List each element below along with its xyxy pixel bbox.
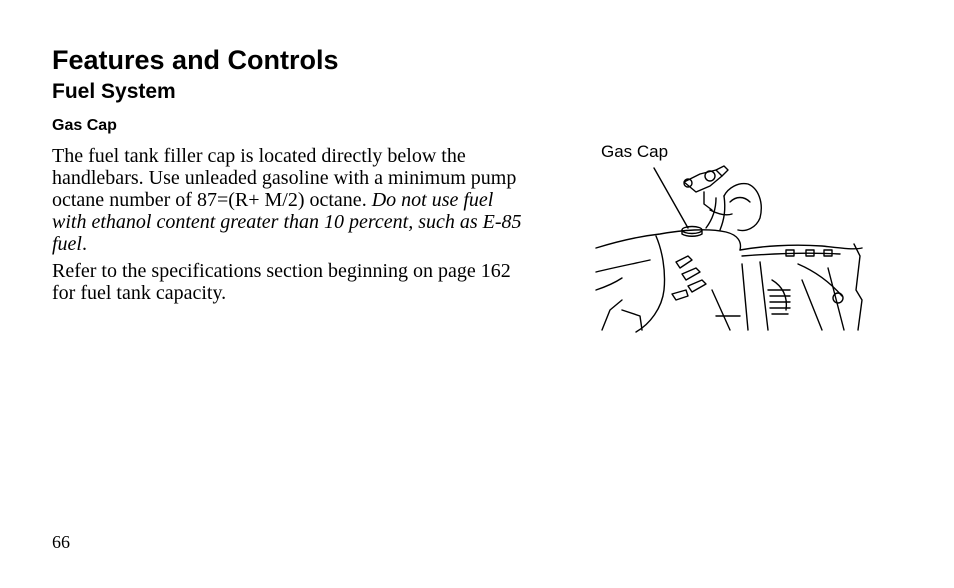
- fuel-paragraph-text: The fuel tank filler cap is located directly below the handlebars. Use unleaded gasoline with a minimum pump octane number of 87=(R+ M/2) octane.: [52, 145, 517, 211]
- topic-title: Gas Cap: [52, 117, 117, 134]
- fuel-paragraph: [52, 145, 522, 255]
- gas-cap-label: Gas Cap: [601, 142, 669, 161]
- tank-outline: [596, 230, 740, 250]
- atv-fuel-tank-illustration: [592, 140, 864, 336]
- section-title: Features and Controls: [52, 45, 339, 75]
- fuel-paragraph-end: .: [82, 233, 87, 255]
- gas-cap-figure: [592, 140, 864, 336]
- spring-coils: [768, 290, 790, 314]
- headlight-pod: [724, 184, 761, 231]
- handlebar: [684, 170, 722, 192]
- page-number: 66: [52, 532, 70, 552]
- leader-line: [654, 168, 688, 228]
- subsection-title: Fuel System: [52, 80, 176, 103]
- capacity-paragraph: Refer to the specifications section beginning on page 162 for fuel tank capacity.: [52, 260, 511, 304]
- ethanol-warning: Do not use fuel with ethanol content greater than 10 percent, such as E-85 fuel: [52, 189, 522, 255]
